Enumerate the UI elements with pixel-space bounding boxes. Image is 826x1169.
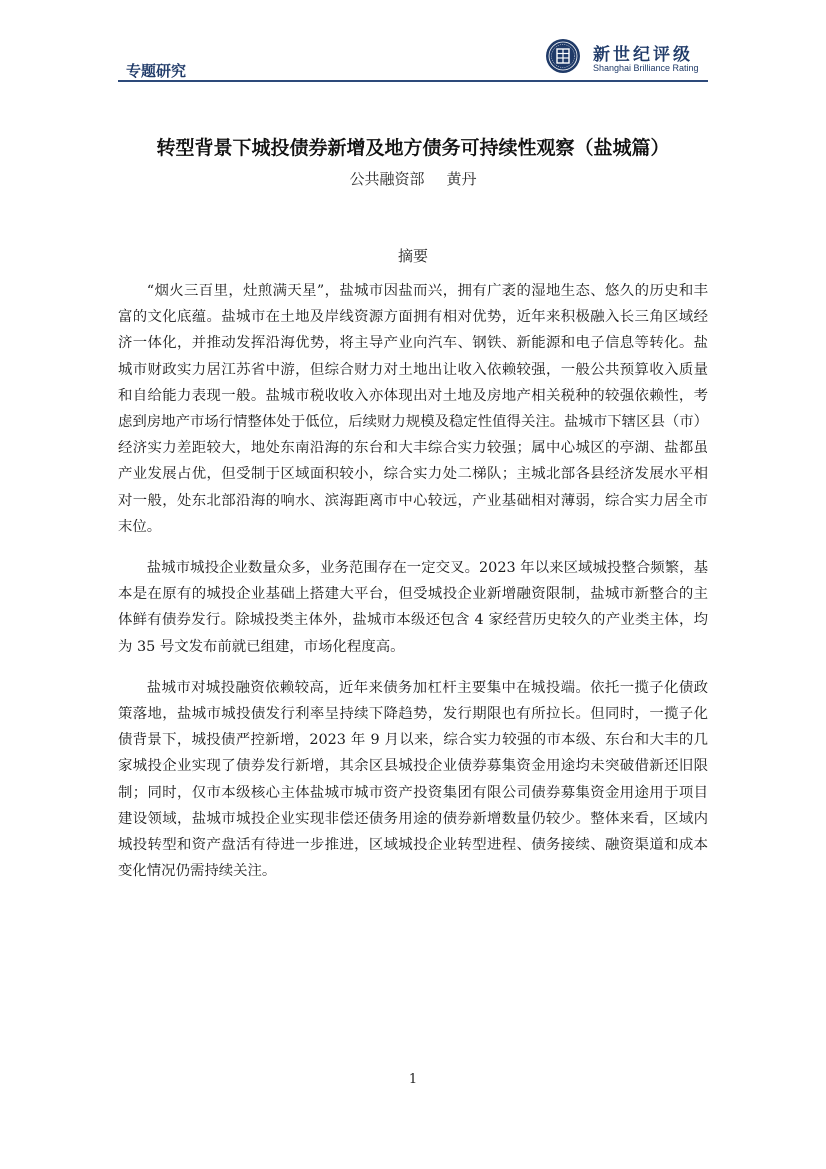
company-logo	[545, 38, 705, 76]
seal-logo-icon	[545, 38, 581, 74]
author-name: 黄丹	[446, 170, 477, 188]
abstract-heading: 摘要	[397, 247, 428, 265]
abstract-paragraph-2: 盐城市城投企业数量众多，业务范围存在一定交叉。2023 年以来区域城投整合频繁，基本是在原有的城投企业基础上搭建大平台，但受城投企业新增融资限制，盐城市新整合的主体鲜有债券发行。除城投类主体外，盐城市本级还包含 4 家经营历史较久的产业类主体，均为 35 号文发布前就已组建，市场化程度高。	[118, 560, 708, 655]
abstract-body	[118, 278, 708, 899]
page-number: 1	[408, 1072, 418, 1087]
section-label: 专题研究	[126, 62, 187, 80]
page-header	[0, 0, 826, 84]
abstract-paragraph-1: “烟火三百里，灶煎满天星”，盐城市因盐而兴，拥有广袤的湿地生态、悠久的历史和丰富的文化底蕴。盐城市在土地及岸线资源方面拥有相对优势，近年来积极融入长三角区域经济一体化，并推动发挥沿海优势，将主导产业向汽车、钢铁、新能源和电子信息等转化。盐城市财政实力居江苏省中游，但综合财力对土地出让收入依赖较强，一般公共预算收入质量和自给能力表现一般。盐城市税收收入亦体现出对土地及房地产相关税种的较强依赖性，考虑到房地产市场行情整体处于低位，后续财力规模及稳定性值得关注。盐城市下辖区县（市）经济实力差距较大，地处东南沿海的东台和大丰综合实力较强；属中心城区的亭湖、盐都虽产业发展占优，但受制于区域面积较小，综合实力处二梯队；主城北部各县经济发展水平相对一般，处东北部沿海的响水、滨海距离市中心较远，产业基础相对薄弱，综合实力居全市末位。	[118, 283, 709, 535]
department-name: 公共融资部	[349, 170, 425, 188]
abstract-paragraph-3: 盐城市对城投融资依赖较高，近年来债务加杠杆主要集中在城投端。依托一揽子化债政策落地，盐城市城投债发行利率呈持续下降趋势，发行期限也有所拉长。但同时，一揽子化债背景下，城投债严控新增，2023 年 9 月以来，综合实力较强的市本级、东台和大丰的几家城投企业实现了债券发行新增，其余区县城投企业债券募集资金用途均未突破借新还旧限制；同时，仅市本级核心主体盐城市城市资产投资集团有限公司债券募集资金用途用于项目建设领域，盐城市城投企业实现非偿还债务用途的债券新增数量仍较少。整体来看，区域内城投转型和资产盘活有待进一步推进，区域城投企业转型进程、债务接续、融资渠道和成本变化情况仍需持续关注。	[118, 679, 708, 880]
document-title: 转型背景下城投债券新增及地方债务可持续性观察（盐城篇）	[156, 136, 670, 159]
logo-name-cn: 新世纪评级	[593, 45, 693, 65]
author-line	[0, 168, 826, 189]
header-divider	[118, 80, 708, 82]
logo-name-en: Shanghai Brilliance Rating	[593, 63, 699, 73]
